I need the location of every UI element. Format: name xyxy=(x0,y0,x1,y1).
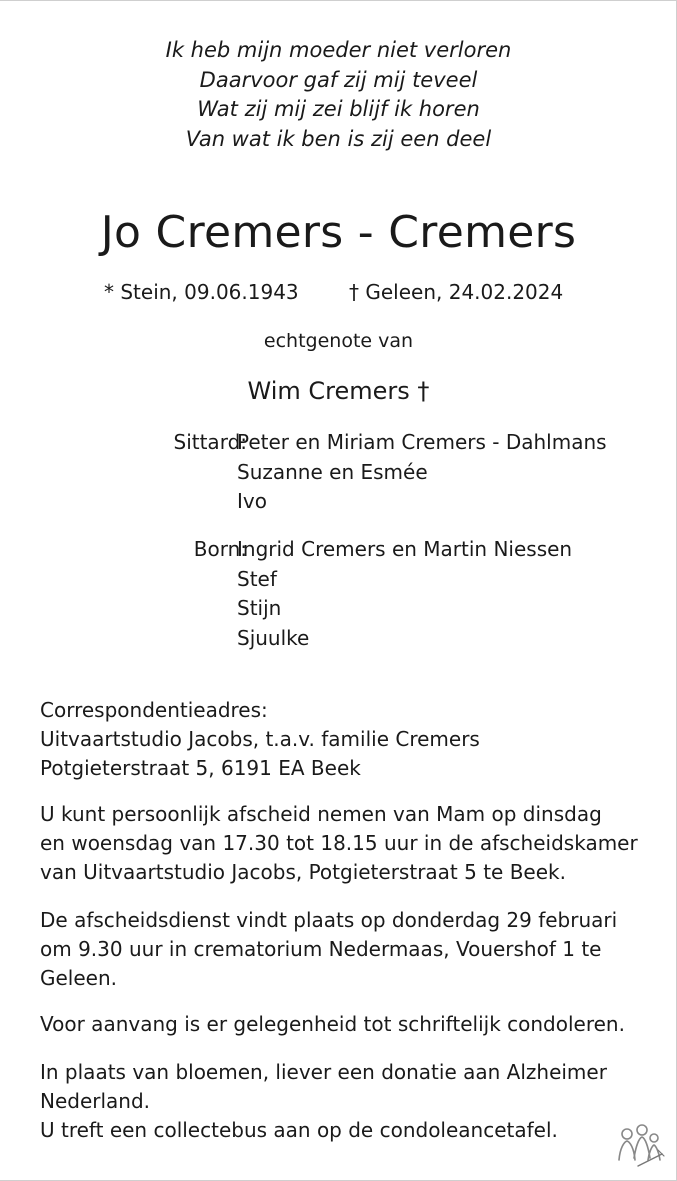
farewell-paragraph xyxy=(40,800,640,887)
family-member: Ivo xyxy=(237,489,267,513)
family-members xyxy=(237,535,572,653)
family-member: Suzanne en Esmée xyxy=(237,459,428,484)
service-paragraph xyxy=(40,906,640,993)
birth-info: * Stein, 09.06.1943 xyxy=(104,280,299,304)
poem-line: Daarvoor gaf zij mij teveel xyxy=(199,67,478,92)
farewell-line: van Uitvaartstudio Jacobs, Potgieterstraat 5 te Beek. xyxy=(40,860,566,884)
family-member: Sjuulke xyxy=(237,625,310,650)
service-line: De afscheidsdienst vindt plaats op donderdag 29 februari xyxy=(40,908,618,932)
correspondence-line: Uitvaartstudio Jacobs, t.a.v. familie Cremers xyxy=(40,727,480,751)
family-member: Stijn xyxy=(237,596,282,620)
spouse-intro: echtgenote van xyxy=(263,330,414,352)
deceased-name: Jo Cremers - Cremers xyxy=(100,207,577,258)
farewell-line: en woensdag van 17.30 tot 18.15 uur in de afscheidskamer xyxy=(40,831,638,855)
poem-line: Van wat ik ben is zij een deel xyxy=(185,126,492,151)
family-members xyxy=(237,428,607,517)
donation-line: Nederland. xyxy=(40,1089,151,1113)
donation-line: In plaats van bloemen, liever een donatie aan Alzheimer xyxy=(40,1060,607,1084)
correspondence-line: Potgieterstraat 5, 6191 EA Beek xyxy=(40,756,361,780)
family-place: Sittard: xyxy=(173,430,247,454)
correspondence-address xyxy=(40,696,640,783)
correspondence-line: Correspondentieadres: xyxy=(40,698,268,722)
spouse-name: Wim Cremers † xyxy=(247,377,430,405)
service-line: Geleen. xyxy=(40,966,118,990)
family-place: Born: xyxy=(193,537,247,561)
family-figures-logo-icon xyxy=(612,1120,668,1172)
family-member: Ingrid Cremers en Martin Niessen xyxy=(237,537,573,561)
service-line: om 9.30 uur in crematorium Nedermaas, Vouershof 1 te xyxy=(40,937,602,961)
condolence-line: Voor aanvang is er gelegenheid tot schriftelijk condoleren. xyxy=(40,1012,625,1036)
family-member: Stef xyxy=(237,566,277,591)
condolence-paragraph xyxy=(40,1010,640,1039)
donation-paragraph xyxy=(40,1058,640,1145)
farewell-line: U kunt persoonlijk afscheid nemen van Mam op dinsdag xyxy=(40,802,602,826)
donation-line: U treft een collectebus aan op de condoleancetafel. xyxy=(40,1118,558,1142)
poem-line: Wat zij mij zei blijf ik horen xyxy=(197,97,480,121)
family-member: Peter en Miriam Cremers - Dahlmans xyxy=(237,430,607,454)
poem-line: Ik heb mijn moeder niet verloren xyxy=(165,38,512,62)
death-info: † Geleen, 24.02.2024 xyxy=(349,280,564,304)
poem xyxy=(0,36,677,154)
